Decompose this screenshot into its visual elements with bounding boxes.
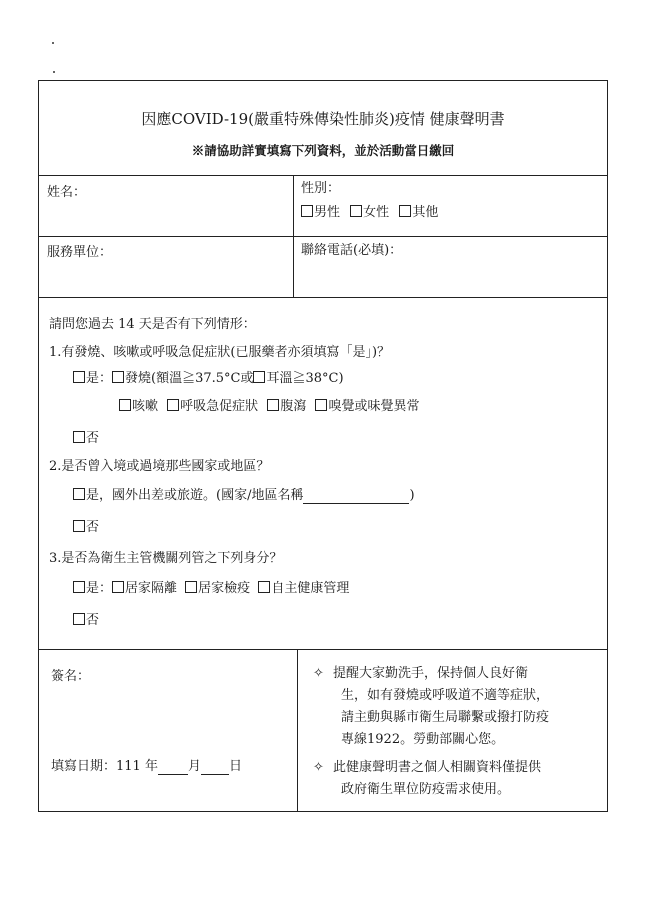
gender-options [301,205,438,221]
divider [39,175,607,176]
q3-isolation-label: 居家隔離 [125,581,178,596]
q3-no-label: 否 [86,613,100,628]
q3-text: 3.是否為衛生主管機關列管之下列身分？ [49,551,283,566]
q1-symptom-row [119,399,419,415]
q1-yes-checkbox[interactable] [73,371,85,383]
date-month-label: 月 [187,759,201,774]
q1-no-row [73,431,99,447]
q2-yes-label: 是，國外出差或旅遊。(國家/地區名稱 [86,488,304,503]
date-day-input[interactable] [201,762,229,775]
q1-breath-checkbox[interactable] [167,399,179,411]
q2-yes-row [73,488,415,504]
unit-label: 服務單位： [47,245,113,260]
gender-female-checkbox[interactable] [350,205,362,217]
divider [39,236,607,237]
q3-yes-label: 是： [86,581,113,596]
q1-yes-label: 是： [86,371,113,386]
q3-self-label: 自主健康管理 [271,581,350,596]
q2-text: 2.是否曾入境或過境那些國家或地區？ [49,459,270,474]
divider [39,649,607,650]
date-day-label: 日 [228,759,242,774]
diamond-icon: ✧ [313,760,324,775]
gender-other-checkbox[interactable] [399,205,411,217]
date-year-label: 填寫日期：111 年 [51,759,158,774]
q1-smell-label: 嗅覺或味覺異常 [328,399,420,414]
q1-diarrhea-label: 腹瀉 [280,399,307,414]
gender-male-checkbox[interactable] [301,205,313,217]
q1-no-checkbox[interactable] [73,431,85,443]
health-declaration-form [38,80,608,812]
gender-male-label: 男性 [314,205,341,220]
name-label: 姓名： [47,185,87,200]
q1-cough-checkbox[interactable] [119,399,131,411]
notice2-line-2: 政府衛生單位防疫需求使用。 [341,782,511,797]
q2-close-paren: ) [409,488,415,503]
q3-yes-checkbox[interactable] [73,581,85,593]
scan-dot [53,71,55,73]
divider [39,297,607,298]
q3-isolation-checkbox[interactable] [112,581,124,593]
form-subtitle: ※請協助詳實填寫下列資料，並於活動當日繳回 [191,143,455,158]
notice-1 [313,663,549,751]
gender-other-label: 其他 [412,205,439,220]
q1-ear-label: 耳溫≧38°C) [266,371,344,386]
q1-no-label: 否 [86,431,100,446]
gender-label: 性別： [301,181,341,196]
phone-label: 聯絡電話(必填)： [301,243,403,258]
diamond-icon: ✧ [313,666,324,681]
notice-2 [313,757,541,801]
q2-no-row [73,520,99,536]
q1-diarrhea-checkbox[interactable] [267,399,279,411]
q2-no-label: 否 [86,520,100,535]
notice1-line-3: 請主動與縣市衛生局聯繫或撥打防疫 [341,710,550,725]
questions-intro: 請問您過去 14 天是否有下列情形： [49,317,256,332]
date-month-input[interactable] [158,762,188,775]
q1-cough-label: 咳嗽 [132,399,159,414]
q1-yes-row [73,371,344,387]
q1-breath-label: 呼吸急促症狀 [180,399,259,414]
q1-ear-checkbox[interactable] [253,371,265,383]
q3-yes-row [73,581,349,597]
q1-smell-checkbox[interactable] [315,399,327,411]
notice2-line-1: 此健康聲明書之個人相關資料僅提供 [333,760,542,775]
q1-text: 1.有發燒、咳嗽或呼吸急促症狀(已服藥者亦須填寫「是」)？ [49,345,391,360]
q3-quarantine-label: 居家檢疫 [198,581,251,596]
form-title: 因應COVID-19(嚴重特殊傳染性肺炎)疫情 健康聲明書 [141,110,505,128]
notice1-line-4: 專線1922。勞動部關心您。 [341,732,505,747]
signature-label: 簽名： [51,669,91,684]
date-row [51,759,242,775]
q3-no-row [73,613,99,629]
notice1-line-1: 提醒大家勤洗手，保持個人良好衛 [333,666,529,681]
q3-self-checkbox[interactable] [258,581,270,593]
q1-fever-checkbox[interactable] [112,371,124,383]
notice1-line-2: 生，如有發燒或呼吸道不適等症狀， [341,688,550,703]
q3-no-checkbox[interactable] [73,613,85,625]
divider [297,649,298,811]
q1-fever-label: 發燒(額溫≧37.5°C或 [125,371,254,386]
q2-no-checkbox[interactable] [73,520,85,532]
gender-female-label: 女性 [363,205,390,220]
q2-yes-checkbox[interactable] [73,488,85,500]
q3-quarantine-checkbox[interactable] [185,581,197,593]
q2-country-input[interactable] [303,491,409,504]
scan-dot [52,42,54,44]
